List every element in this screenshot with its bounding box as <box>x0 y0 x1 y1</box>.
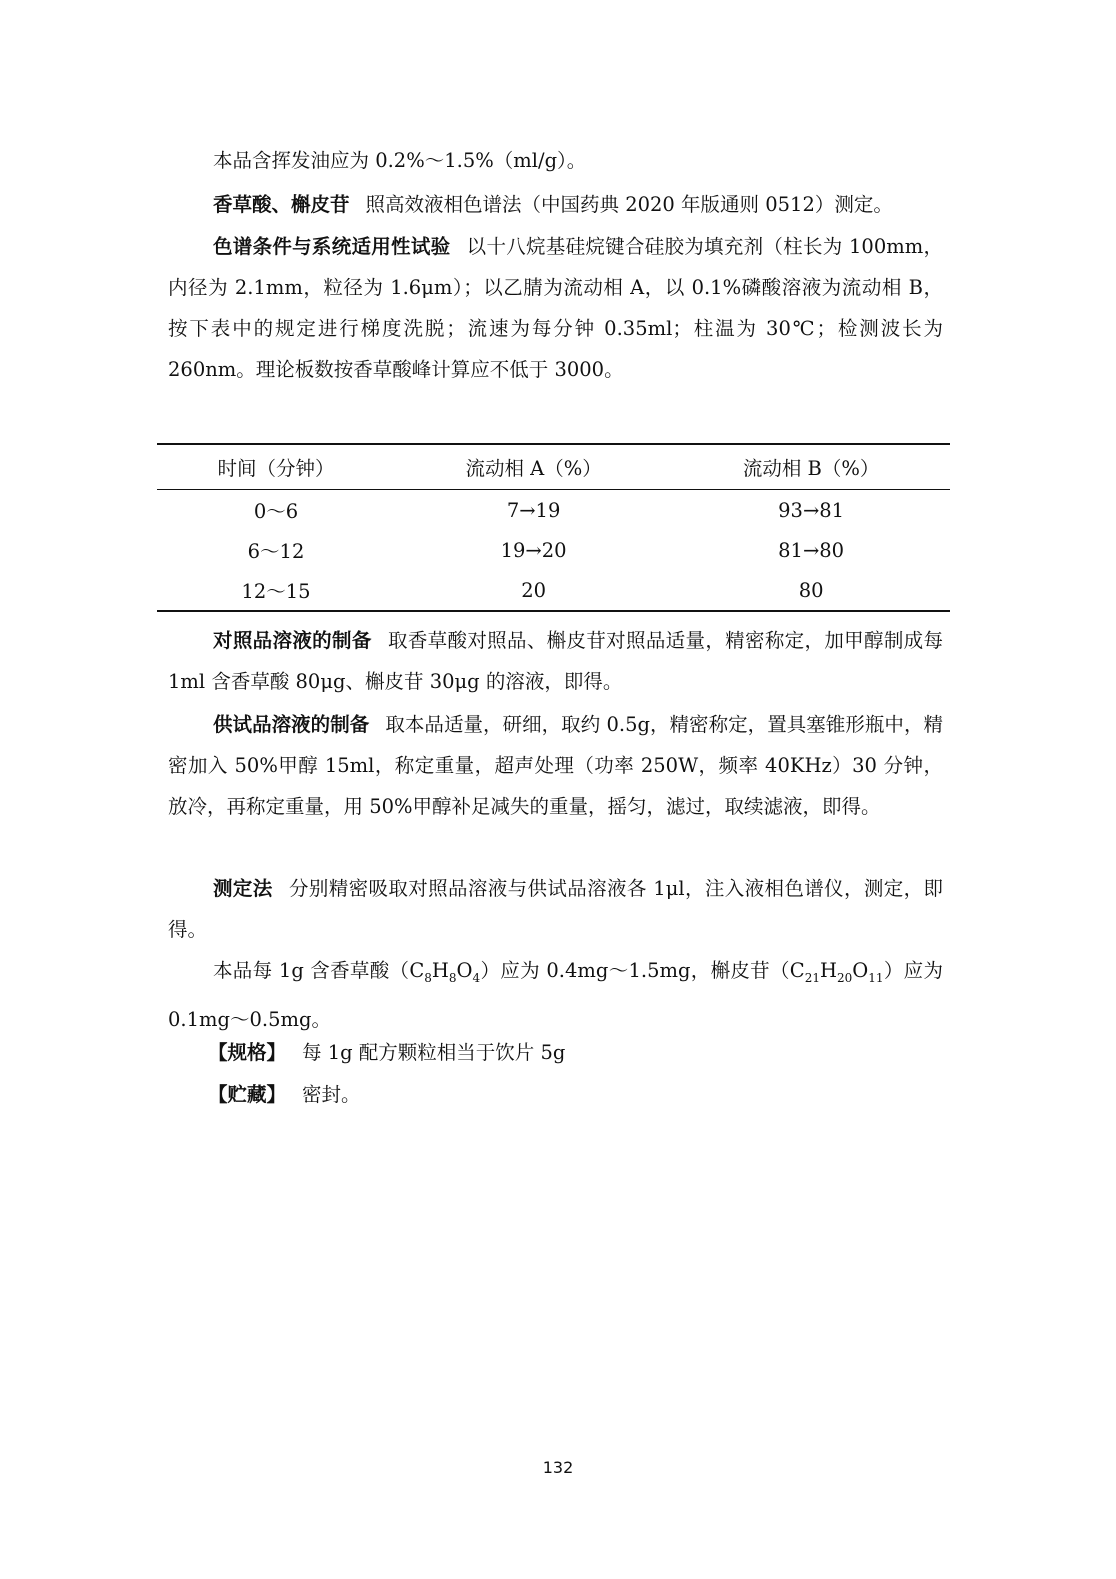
table-cell: 20 <box>395 570 672 611</box>
page-number: 132 <box>542 1458 574 1477</box>
paragraph-content-limits: 本品每 1g 含香草酸$(C_8H_8O_4)$应为 0.4mg～1.5mg，槲皮苷$(C_{21}H_{20}O_{11})$应为 0.1mg～0.5mg。 <box>168 959 943 1031</box>
paragraph-text: 照高效液相色谱法（中国药典 2020 年版通则 0512）测定。 <box>365 193 893 216</box>
section-heading-reference-solution: 对照品溶液的制备 <box>213 629 372 652</box>
table-row <box>157 570 950 611</box>
table-cell: 0～6 <box>253 500 299 523</box>
formula-quercitrin: $C_{21}H_{20}O_{11}$ <box>789 959 884 985</box>
paragraph-chromatography <box>168 226 943 390</box>
table-header-phase-b: 流动相 B（%） <box>672 444 950 490</box>
table-cell: 81→80 <box>778 538 845 562</box>
paragraph-volatile-oil: 本品含挥发油应为 0.2%～1.5%（ml/g）。 <box>213 149 587 172</box>
section-heading-vanillic-quercitrin: 香草酸、槲皮苷 <box>213 193 350 216</box>
table-header-phase-a: 流动相 A（%） <box>395 444 672 490</box>
paragraph-text: 取本品适量，研细，取约 0.5g，精密称定，置具塞锥形瓶中，精密加入 50%甲醇 15ml，称定重量，超声处理（功率 250W，频率 40KHz）30 分钟，放冷，再称定重量，用 50%甲醇补足减失的重量，摇匀，滤过，取续滤液，即得。 <box>168 713 943 818</box>
table-cell: 19→20 <box>500 538 567 562</box>
table-cell: 93→81 <box>778 498 845 522</box>
paragraph-text: 取香草酸对照品、槲皮苷对照品适量，精密称定，加甲醇制成每 1ml 含香草酸 80μg、槲皮苷 30μg 的溶液，即得。 <box>168 629 943 693</box>
paragraph-text: 密封。 <box>302 1083 361 1106</box>
paragraph-storage <box>208 1074 983 1115</box>
table-row <box>157 490 950 531</box>
paragraph-test-solution <box>168 704 943 827</box>
paragraph-specification <box>208 1032 983 1073</box>
paragraph-text: 每 1g 配方颗粒相当于饮片 5g <box>302 1041 566 1064</box>
paragraph-text: 分别精密吸取对照品溶液与供试品溶液各 1μl，注入液相色谱仪，测定，即得。 <box>168 877 943 941</box>
section-heading-specification: 【规格】 <box>208 1041 287 1064</box>
paragraph-text: 以十八烷基硅烷键合硅胶为填充剂（柱长为 100mm，内径为 2.1mm，粒径为 1.6μm）；以乙腈为流动相 A，以 0.1%磷酸溶液为流动相 B，按下表中的规定进行梯度洗脱；流速为每分钟 0.35ml；柱温为 30℃；检测波长为 260nm。理论板数按香草酸峰计算应不低于 3000。 <box>168 235 943 381</box>
gradient-table <box>157 443 950 612</box>
section-heading-chromatography: 色谱条件与系统适用性试验 <box>213 235 451 258</box>
paragraph-assay-method <box>168 184 943 225</box>
table-header-time: 时间（分钟） <box>157 444 395 490</box>
table-header-row <box>157 444 950 490</box>
formula-vanillic-acid: $C_8H_8O_4$ <box>409 959 481 985</box>
table-cell: 6～12 <box>247 540 305 563</box>
section-heading-procedure: 测定法 <box>213 877 273 900</box>
table-cell: 12～15 <box>157 570 395 611</box>
paragraph-reference-solution <box>168 620 943 702</box>
section-heading-test-solution: 供试品溶液的制备 <box>213 713 370 736</box>
table-row <box>157 530 950 570</box>
section-heading-storage: 【贮藏】 <box>208 1083 287 1106</box>
paragraph-procedure <box>168 868 943 950</box>
table-cell: 7→19 <box>506 498 561 522</box>
table-cell: 80 <box>672 570 950 611</box>
